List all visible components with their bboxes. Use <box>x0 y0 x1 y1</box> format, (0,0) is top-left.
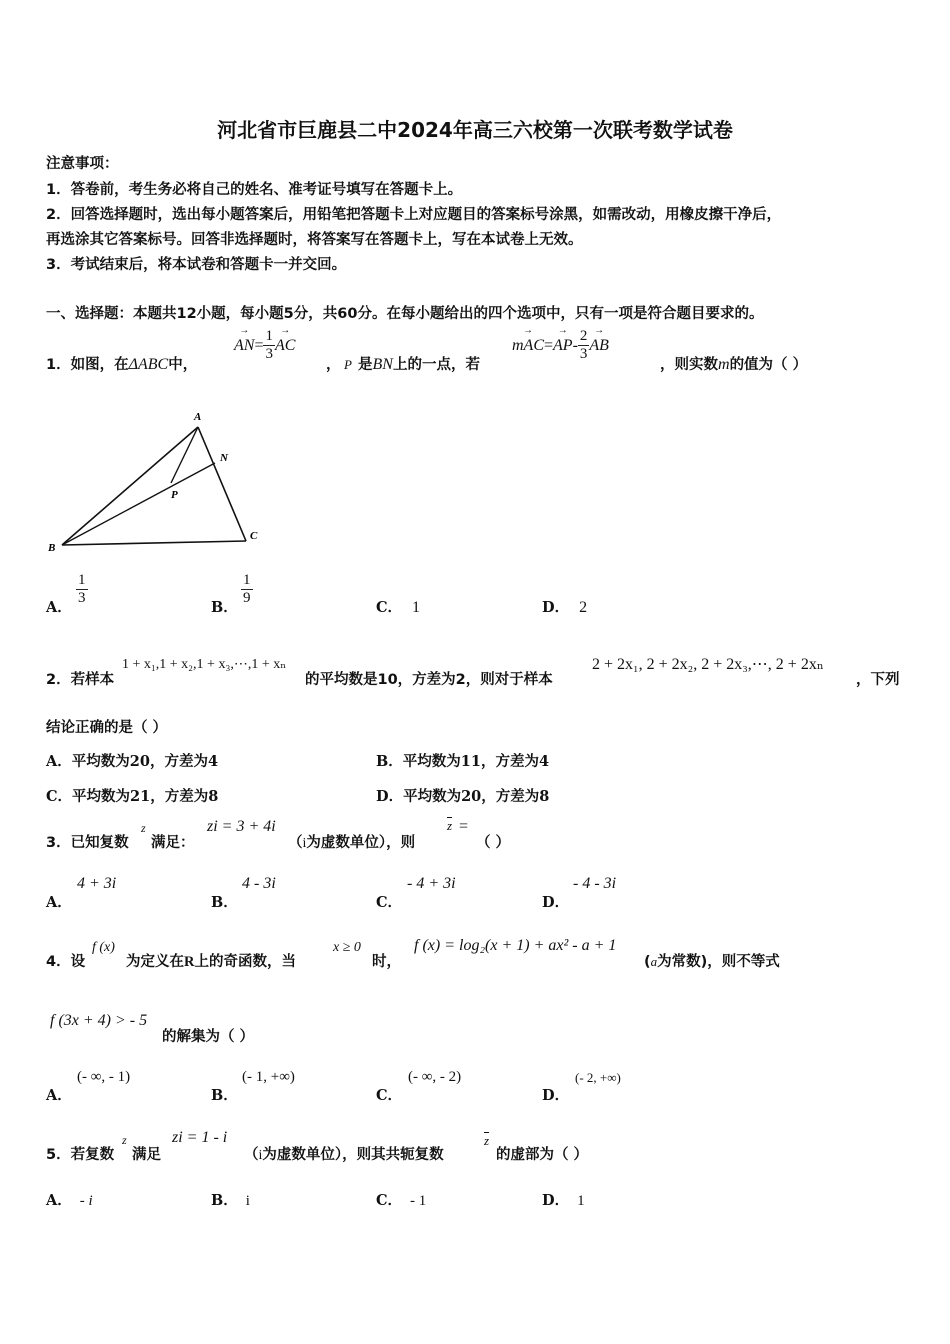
label-n: N <box>220 452 228 464</box>
q5-option-d[interactable]: D． 1 <box>542 1192 585 1209</box>
q2-option-a[interactable]: A．平均数为20，方差为4 <box>46 753 219 770</box>
question-1-stem-c: 是BN上的一点，若 <box>358 356 480 373</box>
q4-option-a-value: (- ∞, - 1) <box>77 1069 131 1085</box>
q3-z: z <box>141 821 146 835</box>
q5-option-c[interactable]: C． - 1 <box>376 1192 427 1209</box>
q1-option-a-value: $\frac{1}{3}$ <box>78 572 86 606</box>
q1-point-p: P <box>344 357 352 372</box>
q1-formula-m: → mAC=→ AP- $\frac{2}{3}$ → AB <box>512 328 609 363</box>
q4-option-c[interactable]: C． <box>376 1087 403 1104</box>
q2-sample-2: 2 + 2x₁, 2 + 2x₂, 2 + 2x₃,⋯, 2 + 2xₙ <box>592 656 824 673</box>
q4-option-b-value: (- 1, +∞) <box>242 1069 295 1085</box>
q3-zbar: $\overline{z}$ <box>447 818 453 833</box>
q1-triangle-figure <box>40 405 270 565</box>
section-heading: 一、选择题：本题共12小题，每小题5分，共60分。在每小题给出的四个选项中，只有一项是符合题目要求的。 <box>46 306 764 322</box>
q1-option-b-value: $\frac{1}{9}$ <box>243 572 251 606</box>
question-3-stem-c: （i为虚数单位），则 <box>288 835 416 851</box>
q4-option-d-value: (- 2, +∞) <box>575 1070 621 1085</box>
question-4-line-2: 的解集为（ ） <box>162 1029 255 1045</box>
q5-zbar: $\overline{z}$ <box>484 1133 490 1148</box>
segment-bn <box>62 463 215 545</box>
question-4-stem-d: (a为常数)，则不等式 <box>644 954 780 970</box>
question-3-stem-b: 满足： <box>151 835 195 851</box>
q5-option-a[interactable]: A． - i <box>46 1192 93 1209</box>
side-ab <box>62 427 198 545</box>
q5-option-b[interactable]: B． i <box>211 1192 250 1209</box>
page-title: 河北省市巨鹿县二中2024年高三六校第一次联考数学试卷 <box>217 118 733 142</box>
notice-item-2b: 再选涂其它答案标号。回答非选择题时，将答案写在答题卡上，写在本试卷上无效。 <box>46 232 583 248</box>
question-1-stem-b: ， <box>326 357 341 373</box>
q3-option-d-value: - 4 - 3i <box>573 875 617 892</box>
notice-item-3: 3．考试结束后，将本试卷和答题卡一并交回。 <box>46 257 347 273</box>
q1-formula-an: → AN= $\frac{1}{3}$ → AC <box>234 328 295 363</box>
question-5-stem: 5．若复数 <box>46 1147 115 1163</box>
q4-option-c-value: (- ∞, - 2) <box>408 1069 462 1085</box>
q3-option-c-value: - 4 + 3i <box>407 875 456 892</box>
label-p: P <box>171 489 178 501</box>
label-a: A <box>194 411 202 423</box>
question-4-stem-b: 为定义在R上的奇函数，当 <box>126 954 296 970</box>
q3-equation: zi = 3 + 4i <box>207 818 276 835</box>
q3-eq-sign: = <box>459 818 469 835</box>
question-1-stem: 1．如图，在ΔABC中， <box>46 356 198 373</box>
question-2-line-2: 结论正确的是（ ） <box>46 720 168 736</box>
q4-option-b[interactable]: B． <box>211 1087 238 1104</box>
question-5-stem-d: 的虚部为（ ） <box>496 1147 589 1163</box>
q2-sample-1: 1 + x₁,1 + x₂,1 + x₃,⋯,1 + xₙ <box>122 657 287 672</box>
q1-option-c[interactable]: C． 1 <box>376 599 421 616</box>
q4-inequality: f (3x + 4) > - 5 <box>50 1012 148 1029</box>
question-2-stem-c: ，下列 <box>856 672 900 688</box>
notice-heading: 注意事项： <box>46 156 119 172</box>
q2-option-d[interactable]: D．平均数为20，方差为8 <box>376 788 550 805</box>
side-ac <box>198 427 246 541</box>
q2-option-b[interactable]: B．平均数为11，方差为4 <box>376 753 550 770</box>
q4-fx: f (x) <box>92 940 115 955</box>
question-2-stem: 2．若样本 <box>46 672 115 688</box>
label-c: C <box>250 530 258 542</box>
side-bc <box>62 541 246 545</box>
question-5-stem-c: （i为虚数单位），则其共轭复数 <box>244 1147 444 1163</box>
q4-option-d[interactable]: D． <box>542 1087 570 1104</box>
q3-option-c[interactable]: C． <box>376 894 403 911</box>
q3-option-d[interactable]: D． <box>542 894 570 911</box>
q3-option-a[interactable]: A． <box>46 894 72 911</box>
notice-item-2a: 2．回答选择题时，选出每小题答案后，用铅笔把答题卡上对应题目的答案标号涂黑，如需改动，用橡皮擦干净后， <box>46 207 782 223</box>
q1-option-d[interactable]: D． 2 <box>542 599 588 616</box>
q3-option-b[interactable]: B． <box>211 894 238 911</box>
label-b: B <box>48 542 56 554</box>
q5-equation: zi = 1 - i <box>172 1129 228 1146</box>
q4-condition: x ≥ 0 <box>333 940 361 955</box>
question-4-stem: 4．设 <box>46 954 86 970</box>
question-4-stem-c: 时， <box>372 954 401 970</box>
question-3-stem: 3．已知复数 <box>46 835 129 851</box>
q1-option-a[interactable]: A． <box>46 599 72 616</box>
question-3-stem-d: （ ） <box>476 835 511 851</box>
q3-option-b-value: 4 - 3i <box>242 875 276 892</box>
q3-option-a-value: 4 + 3i <box>77 875 117 892</box>
question-2-stem-b: 的平均数是10，方差为2，则对于样本 <box>305 672 553 688</box>
q5-z: z <box>122 1133 127 1147</box>
q4-formula: f (x) = log₂(x + 1) + ax² - a + 1 <box>414 937 617 954</box>
q2-option-c[interactable]: C．平均数为21，方差为8 <box>46 788 219 805</box>
q4-option-a[interactable]: A． <box>46 1087 72 1104</box>
question-5-stem-b: 满足 <box>132 1147 161 1163</box>
q1-option-b[interactable]: B． <box>211 599 238 616</box>
question-1-stem-d: ，则实数m的值为（ ） <box>660 356 808 373</box>
notice-item-1: 1．答卷前，考生务必将自己的姓名、准考证号填写在答题卡上。 <box>46 182 463 198</box>
